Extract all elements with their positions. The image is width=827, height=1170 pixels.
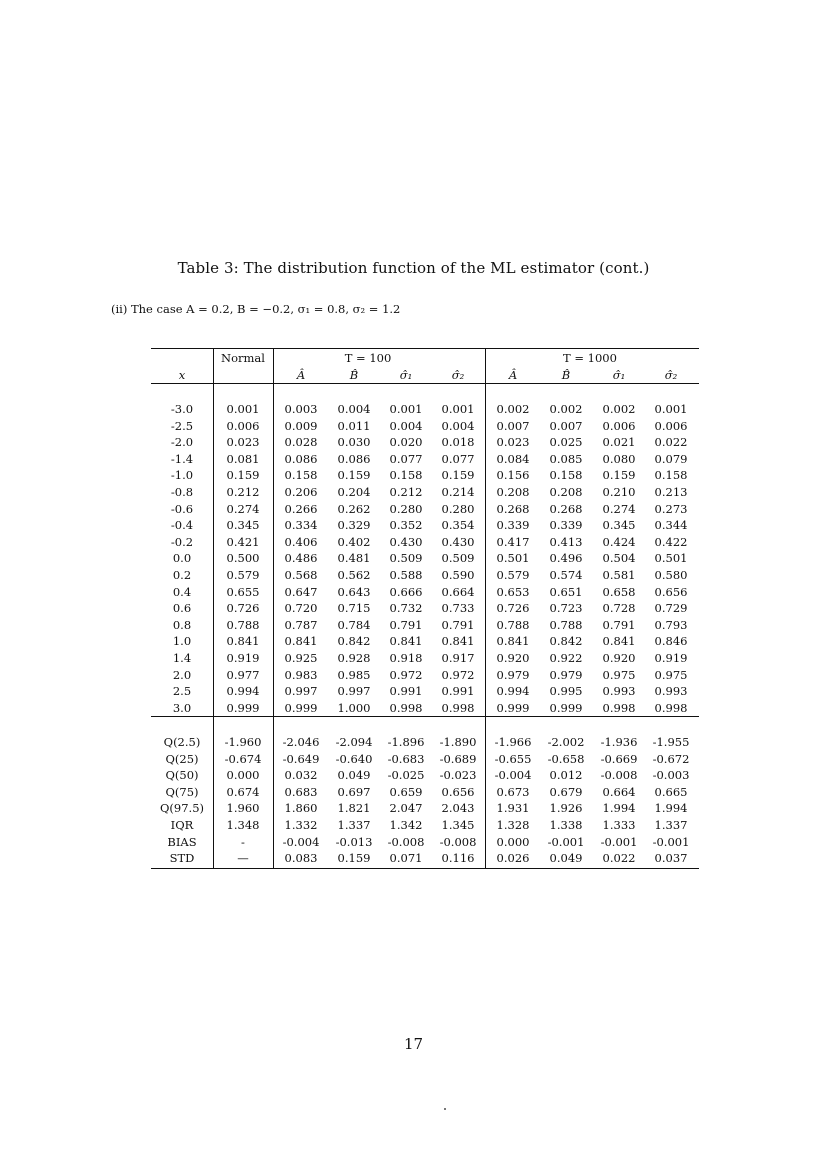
table-cell: -0.689 (439, 751, 477, 766)
table-cell: 0.975 (602, 667, 636, 682)
table-cell: 0.715 (337, 601, 371, 616)
table-cell: -0.001 (547, 834, 585, 849)
table-cell: 0.116 (441, 851, 475, 866)
table-cell: -2.002 (547, 735, 585, 749)
table-cell: 0.664 (602, 784, 636, 799)
table-cell: 0.920 (602, 651, 636, 665)
table-cell: 0.080 (602, 451, 636, 466)
table-cell: 0.280 (389, 501, 423, 516)
distribution-table (151, 348, 699, 870)
table-cell: 0.339 (496, 518, 530, 533)
header-col-t100-a: Â (296, 368, 306, 382)
table-cell: 0.158 (549, 468, 583, 483)
table-cell: 0.998 (654, 700, 688, 715)
header-col-t1000-b: B̂ (561, 368, 571, 382)
table-cell: 0.006 (226, 418, 260, 433)
table-cell: 0.568 (284, 568, 318, 582)
table-cell: 0.788 (496, 617, 530, 632)
table-cell: 0.004 (337, 402, 371, 416)
table-cell: 0.574 (549, 568, 583, 582)
table-cell: 0.023 (496, 435, 530, 450)
table-cell: 0.723 (549, 601, 583, 616)
table-cell: 0.003 (284, 402, 318, 416)
row-label: -0.4 (170, 518, 194, 533)
table-cell: -0.001 (652, 834, 690, 849)
table-cell: 0.993 (654, 684, 688, 699)
table-cell: 0.732 (389, 601, 423, 616)
table-cell: 0.683 (284, 784, 318, 799)
row-label: 0.4 (172, 584, 192, 599)
row-label: -0.2 (170, 534, 194, 549)
table-cell: 1.931 (496, 801, 530, 816)
table-cell: 0.079 (654, 451, 688, 466)
table-cell: 0.581 (602, 568, 636, 582)
table-cell: 0.422 (654, 534, 688, 549)
table-cell: 0.049 (549, 851, 583, 866)
table-cell: 0.032 (284, 768, 318, 783)
table-cell: -0.649 (282, 751, 320, 766)
row-label: Q(97.5) (159, 801, 204, 816)
table-cell: 0.999 (549, 700, 583, 715)
table-cell: 0.788 (549, 617, 583, 632)
table-cell: 0.025 (549, 435, 583, 450)
table-cell: 0.084 (496, 451, 530, 466)
table-cell: 0.925 (284, 651, 318, 665)
table-cell: 0.784 (337, 617, 371, 632)
table-cell: 0.922 (549, 651, 583, 665)
table-cell: 0.994 (226, 684, 260, 699)
table-cell: -0.008 (600, 768, 638, 783)
table-cell: 0.018 (441, 435, 475, 450)
row-label: 3.0 (172, 700, 192, 715)
row-label: 1.4 (172, 651, 192, 665)
table-cell: 0.842 (337, 634, 371, 649)
table-cell: 0.999 (284, 700, 318, 715)
table-cell: 0.274 (602, 501, 636, 516)
table-cell: -1.955 (652, 735, 690, 749)
header-col-t100-sigma1: σ̂₁ (399, 368, 413, 382)
table-cell: 1.994 (602, 801, 636, 816)
table-cell: 0.841 (496, 634, 530, 649)
table-cell: 0.496 (549, 551, 583, 566)
table-cell: -0.004 (494, 768, 532, 783)
row-label: -3.0 (170, 402, 194, 416)
table-cell: 0.204 (337, 485, 371, 499)
table-cell: 0.791 (389, 617, 423, 632)
table-cell: 0.085 (549, 451, 583, 466)
table-cell: 0.208 (496, 485, 530, 499)
table-cell: - (241, 834, 245, 849)
row-label: -2.0 (170, 435, 194, 450)
table-cell: 0.999 (226, 700, 260, 715)
table-cell: -0.669 (600, 751, 638, 766)
table-cell: 0.928 (337, 651, 371, 665)
table-cell: -0.008 (439, 834, 477, 849)
normal-right-rule (273, 348, 274, 868)
table-cell: 0.985 (337, 667, 371, 682)
table-cell: -0.025 (387, 768, 425, 783)
table-cell: 0.206 (284, 485, 318, 499)
table-cell: 0.159 (337, 468, 371, 483)
table-cell: 0.001 (389, 402, 423, 416)
group-separator-rule (485, 348, 486, 868)
table-cell: 0.210 (602, 485, 636, 499)
case-description: (ii) The case A = 0.2, B = −0.2, σ₁ = 0.8, σ₂ = 1.2 (111, 302, 401, 316)
table-cell: 0.086 (337, 451, 371, 466)
table-cell: 0.339 (549, 518, 583, 533)
table-cell: 0.406 (284, 534, 318, 549)
top-rule (151, 348, 699, 349)
table-cell: 0.697 (337, 784, 371, 799)
table-cell: 0.720 (284, 601, 318, 616)
table-cell: 0.009 (284, 418, 318, 433)
table-cell: 0.972 (389, 667, 423, 682)
table-cell: -1.890 (439, 735, 477, 749)
table-cell: 0.501 (496, 551, 530, 566)
table-cell: 0.647 (284, 584, 318, 599)
table-cell: 0.991 (441, 684, 475, 699)
table-cell: 0.021 (602, 435, 636, 450)
header-x: x (178, 368, 186, 382)
row-label: 1.0 (172, 634, 192, 649)
table-cell: -0.001 (600, 834, 638, 849)
table-cell: 0.997 (337, 684, 371, 699)
table-cell: 0.001 (226, 402, 260, 416)
table-cell: 0.156 (496, 468, 530, 483)
table-cell: 0.020 (389, 435, 423, 450)
table-cell: 0.012 (549, 768, 583, 783)
row-label: Q(25) (165, 751, 199, 766)
table-cell: 0.841 (389, 634, 423, 649)
table-cell: 0.500 (226, 551, 260, 566)
table-cell: 0.430 (441, 534, 475, 549)
row-label: -0.6 (170, 501, 194, 516)
table-cell: 1.926 (549, 801, 583, 816)
table-cell: 0.402 (337, 534, 371, 549)
table-cell: 0.846 (654, 634, 688, 649)
table-cell: 0.579 (226, 568, 260, 582)
table-cell: 0.841 (226, 634, 260, 649)
table-cell: 0.001 (654, 402, 688, 416)
table-cell: 2.047 (389, 801, 423, 816)
row-label: 0.8 (172, 617, 192, 632)
table-cell: 0.158 (654, 468, 688, 483)
table-cell: -0.008 (387, 834, 425, 849)
row-label: Q(2.5) (163, 735, 201, 749)
table-cell: 0.919 (226, 651, 260, 665)
table-cell: 0.011 (337, 418, 371, 433)
table-cell: -2.046 (282, 735, 320, 749)
table-cell: 0.213 (654, 485, 688, 499)
table-cell: 0.651 (549, 584, 583, 599)
header-col-t100-sigma2: σ̂₂ (451, 368, 465, 382)
table-cell: 0.004 (441, 418, 475, 433)
table-cell: 0.007 (549, 418, 583, 433)
table-cell: 0.159 (337, 851, 371, 866)
header-t100: T = 100 (344, 351, 392, 365)
table-cell: 0.653 (496, 584, 530, 599)
table-cell: 0.842 (549, 634, 583, 649)
table-cell: 0.562 (337, 568, 371, 582)
header-rule (151, 383, 699, 384)
table-cell: 0.002 (496, 402, 530, 416)
table-cell: 0.972 (441, 667, 475, 682)
table-cell: -0.674 (224, 751, 262, 766)
table-cell: 0.071 (389, 851, 423, 866)
table-cell: 0.273 (654, 501, 688, 516)
table-cell: 0.997 (284, 684, 318, 699)
table-cell: 0.666 (389, 584, 423, 599)
table-cell: 0.998 (441, 700, 475, 715)
header-col-t1000-sigma2: σ̂₂ (664, 368, 678, 382)
row-label: 0.6 (172, 601, 192, 616)
table-cell: 0.791 (602, 617, 636, 632)
row-label: 2.5 (172, 684, 192, 699)
table-cell: 0.917 (441, 651, 475, 665)
table-cell: 0.344 (654, 518, 688, 533)
table-cell: 0.037 (654, 851, 688, 866)
table-cell: 0.000 (496, 834, 530, 849)
row-label: BIAS (167, 834, 197, 849)
table-cell: -1.936 (600, 735, 638, 749)
row-label: STD (169, 851, 195, 866)
table-cell: 0.086 (284, 451, 318, 466)
table-cell: 1.328 (496, 818, 530, 832)
table-cell: 0.664 (441, 584, 475, 599)
table-cell: -0.672 (652, 751, 690, 766)
table-cell: 0.077 (389, 451, 423, 466)
table-cell: 0.665 (654, 784, 688, 799)
table-cell: 0.788 (226, 617, 260, 632)
table-cell: 0.023 (226, 435, 260, 450)
page-number: 17 (403, 1035, 424, 1053)
row-label: 0.2 (172, 568, 192, 582)
table-cell: -1.896 (387, 735, 425, 749)
table-cell: 0.266 (284, 501, 318, 516)
table-cell: 0.030 (337, 435, 371, 450)
table-cell: 0.022 (654, 435, 688, 450)
table-cell: 0.841 (284, 634, 318, 649)
table-cell: 1.342 (389, 818, 423, 832)
table-cell: -1.966 (494, 735, 532, 749)
table-cell: -0.683 (387, 751, 425, 766)
table-cell: 0.979 (496, 667, 530, 682)
table-cell: 0.262 (337, 501, 371, 516)
table-cell: 0.006 (654, 418, 688, 433)
table-cell: -0.640 (335, 751, 373, 766)
table-cell: 0.994 (496, 684, 530, 699)
table-cell: 0.841 (602, 634, 636, 649)
table-cell: 1.348 (226, 818, 260, 832)
table-cell: -0.003 (652, 768, 690, 783)
row-label: Q(50) (165, 768, 199, 783)
table-cell: 1.345 (441, 818, 475, 832)
table-cell: 0.158 (284, 468, 318, 483)
table-cell: 0.274 (226, 501, 260, 516)
table-cell: 0.159 (602, 468, 636, 483)
table-cell: 1.337 (337, 818, 371, 832)
table-cell: 0.579 (496, 568, 530, 582)
row-label: -1.0 (170, 468, 194, 483)
table-cell: 0.002 (602, 402, 636, 416)
table-cell: 0.726 (226, 601, 260, 616)
table-cell: 0.659 (389, 784, 423, 799)
table-cell: 0.733 (441, 601, 475, 616)
table-cell: 0.509 (389, 551, 423, 566)
bottom-rule (151, 868, 699, 869)
header-normal: Normal (221, 351, 265, 365)
row-label: -0.8 (170, 485, 194, 499)
table-cell: 0.841 (441, 634, 475, 649)
header-col-t100-b: B̂ (349, 368, 359, 382)
table-cell: 1.821 (337, 801, 371, 816)
table-cell: 0.430 (389, 534, 423, 549)
table-cell: 0.159 (226, 468, 260, 483)
table-cell: 0.214 (441, 485, 475, 499)
table-cell: 0.918 (389, 651, 423, 665)
row-label: -1.4 (170, 451, 194, 466)
table-cell: 0.977 (226, 667, 260, 682)
row-label: Q(75) (165, 784, 199, 799)
table-cell: 0.673 (496, 784, 530, 799)
table-cell: 1.994 (654, 801, 688, 816)
table-cell: 0.413 (549, 534, 583, 549)
table-cell: 1.333 (602, 818, 636, 832)
table-cell: 0.580 (654, 568, 688, 582)
table-cell: 0.000 (226, 768, 260, 783)
table-cell: 1.337 (654, 818, 688, 832)
row-label: -2.5 (170, 418, 194, 433)
table-cell: 0.345 (602, 518, 636, 533)
row-label: 2.0 (172, 667, 192, 682)
table-cell: 0.022 (602, 851, 636, 866)
table-cell: 0.424 (602, 534, 636, 549)
table-cell: 0.208 (549, 485, 583, 499)
table-cell: 0.658 (602, 584, 636, 599)
table-cell: 0.268 (549, 501, 583, 516)
table-cell: -0.004 (282, 834, 320, 849)
table-cell: -1.960 (224, 735, 262, 749)
table-cell: 0.158 (389, 468, 423, 483)
table-cell: 2.043 (441, 801, 475, 816)
table-cell: 0.001 (441, 402, 475, 416)
table-cell: 0.656 (654, 584, 688, 599)
table-cell: 0.354 (441, 518, 475, 533)
header-t1000: T = 1000 (563, 351, 617, 365)
table-cell: 0.007 (496, 418, 530, 433)
table-cell: 0.481 (337, 551, 371, 566)
table-cell: 0.983 (284, 667, 318, 682)
table-cell: 0.656 (441, 784, 475, 799)
table-cell: 0.728 (602, 601, 636, 616)
table-cell: 0.049 (337, 768, 371, 783)
table-cell: 0.991 (389, 684, 423, 699)
table-cell: -0.655 (494, 751, 532, 766)
table-cell: 0.421 (226, 534, 260, 549)
table-cell: 0.998 (602, 700, 636, 715)
header-col-t1000-a: Â (508, 368, 518, 382)
table-cell: 0.674 (226, 784, 260, 799)
table-cell: 0.726 (496, 601, 530, 616)
table-cell: 1.960 (226, 801, 260, 816)
table-cell: 0.081 (226, 451, 260, 466)
table-cell: 0.268 (496, 501, 530, 516)
table-cell: 0.334 (284, 518, 318, 533)
table-cell: 0.588 (389, 568, 423, 582)
table-cell: 0.655 (226, 584, 260, 599)
table-cell: 0.077 (441, 451, 475, 466)
table-cell: 0.504 (602, 551, 636, 566)
table-cell: 0.729 (654, 601, 688, 616)
table-cell: 0.993 (602, 684, 636, 699)
table-cell: 1.860 (284, 801, 318, 816)
table-cell: 0.352 (389, 518, 423, 533)
table-cell: 0.083 (284, 851, 318, 866)
table-cell: 0.212 (226, 485, 260, 499)
table-cell: 0.002 (549, 402, 583, 416)
header-col-t1000-sigma1: σ̂₁ (612, 368, 626, 382)
table-cell: 0.486 (284, 551, 318, 566)
row-label: 0.0 (172, 551, 192, 566)
table-cell: 0.919 (654, 651, 688, 665)
table-cell: 0.417 (496, 534, 530, 549)
table-cell: 0.679 (549, 784, 583, 799)
table-cell: 0.028 (284, 435, 318, 450)
table-cell: 0.999 (496, 700, 530, 715)
table-cell: 0.212 (389, 485, 423, 499)
table-cell: 1.332 (284, 818, 318, 832)
table-cell: 0.509 (441, 551, 475, 566)
table-cell: -0.023 (439, 768, 477, 783)
table-cell: 0.501 (654, 551, 688, 566)
table-cell: 0.975 (654, 667, 688, 682)
scan-speck (444, 1108, 446, 1110)
table-cell: 0.793 (654, 617, 688, 632)
table-cell: 0.159 (441, 468, 475, 483)
table-cell: -2.094 (335, 735, 373, 749)
table-cell: -0.013 (335, 834, 373, 849)
table-cell: 0.329 (337, 518, 371, 533)
table-cell: — (237, 851, 249, 866)
table-cell: 0.026 (496, 851, 530, 866)
table-cell: 0.787 (284, 617, 318, 632)
table-title: Table 3: The distribution function of the ML estimator (cont.) (177, 259, 650, 277)
table-cell: 0.920 (496, 651, 530, 665)
table-cell: 1.338 (549, 818, 583, 832)
table-cell: 0.345 (226, 518, 260, 533)
table-cell: 0.006 (602, 418, 636, 433)
row-label: IQR (170, 818, 194, 832)
table-cell: -0.658 (547, 751, 585, 766)
table-cell: 0.280 (441, 501, 475, 516)
table-cell: 0.995 (549, 684, 583, 699)
table-cell: 0.643 (337, 584, 371, 599)
mid-rule (151, 716, 699, 717)
table-cell: 0.791 (441, 617, 475, 632)
table-cell: 1.000 (337, 700, 371, 715)
table-cell: 0.004 (389, 418, 423, 433)
table-cell: 0.590 (441, 568, 475, 582)
table-cell: 0.998 (389, 700, 423, 715)
table-cell: 0.979 (549, 667, 583, 682)
